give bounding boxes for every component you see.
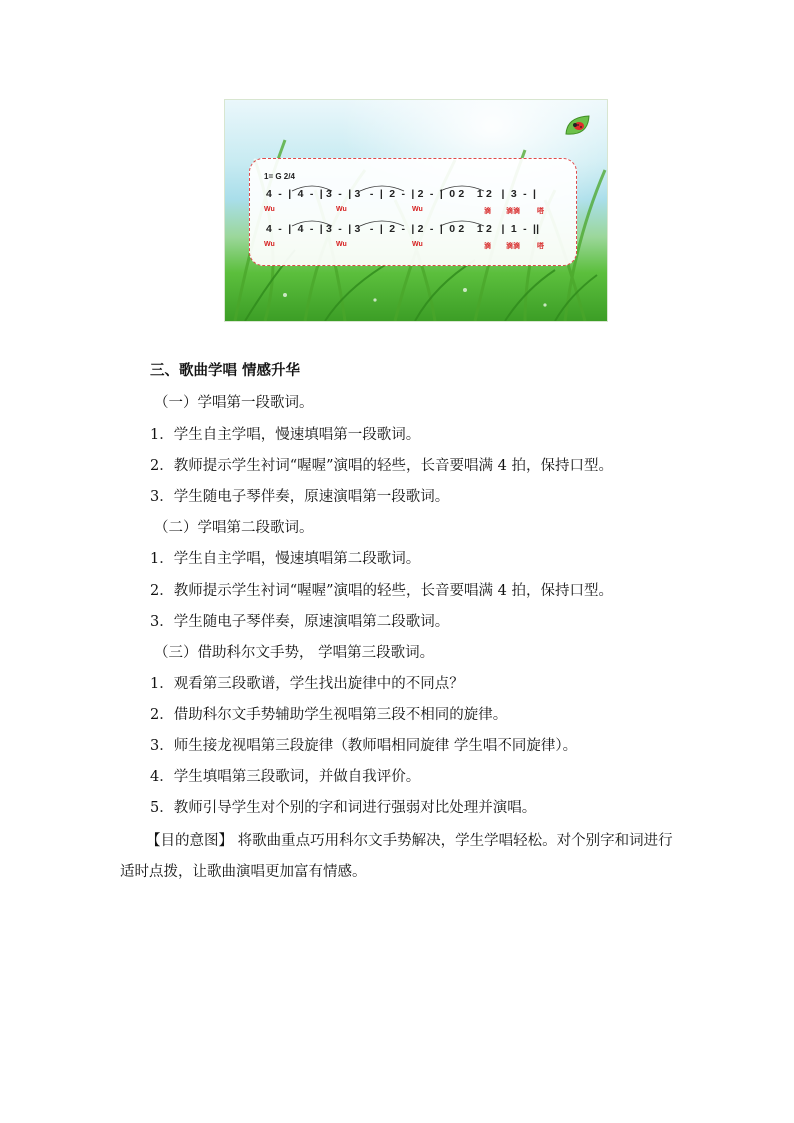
list-item: 4．学生填唱第三段歌词，并做自我评价。 xyxy=(150,769,421,785)
lyric: Wu xyxy=(412,206,423,213)
list-item: 1．学生自主学唱，慢速填唱第一段歌词。 xyxy=(150,427,421,443)
list-item: 3．学生随电子琴伴奏，原速演唱第二段歌词。 xyxy=(150,614,450,630)
numbered-notation-card xyxy=(249,158,577,266)
key-signature: 1= G 2/4 xyxy=(264,172,295,181)
lyric: 滴滴 xyxy=(506,208,520,215)
list-item: 2．教师提示学生衬词“喔喔”演唱的轻些，长音要唱满 4 拍，保持口型。 xyxy=(150,458,613,474)
lyric: Wu xyxy=(264,206,275,213)
section-heading: 三、歌曲学唱 情感升华 xyxy=(150,363,301,379)
list-item: 1．观看第三段歌谱，学生找出旋律中的不同点？ xyxy=(150,676,464,692)
notation-row-2: 4 - | 4 - | 3 - | 3 - | 2 - | 2 - | 0 2 1 2 | 1 - || xyxy=(266,223,540,235)
purpose-tag: 【目的意图】 xyxy=(146,833,233,849)
purpose-paragraph xyxy=(120,826,680,888)
purpose-text: 将歌曲重点巧用科尔文手势解决，学生学唱轻松。对个别字和词进行适时点拨，让歌曲演唱更加富有情感。 xyxy=(120,833,673,880)
list-item: 1．学生自主学唱，慢速填唱第二段歌词。 xyxy=(150,551,421,567)
lyric: 嗒 xyxy=(537,243,544,250)
lyric: Wu xyxy=(336,206,347,213)
subheading-3: （三）借助科尔文手势， 学唱第三段歌词。 xyxy=(154,645,435,661)
subheading-2: （二）学唱第二段歌词。 xyxy=(154,520,314,536)
lyric: Wu xyxy=(264,241,275,248)
list-item: 5．教师引导学生对个别的字和词进行强弱对比处理并演唱。 xyxy=(150,800,537,816)
music-score-figure xyxy=(224,99,608,322)
lyric: Wu xyxy=(412,241,423,248)
lyric: 滴 xyxy=(484,243,491,250)
list-item: 3．学生随电子琴伴奏，原速演唱第一段歌词。 xyxy=(150,489,450,505)
lyric: Wu xyxy=(336,241,347,248)
list-item: 2．教师提示学生衬词“喔喔”演唱的轻些，长音要唱满 4 拍，保持口型。 xyxy=(150,583,613,599)
notation-row-1: 4 - | 4 - | 3 - | 3 - | 2 - | 2 - | 0 2 1 2 | 3 - | xyxy=(266,188,537,200)
ladybug-leaf-icon xyxy=(563,112,593,142)
lyric: 滴 xyxy=(484,208,491,215)
subheading-1: （一）学唱第一段歌词。 xyxy=(154,395,314,411)
list-item: 3．师生接龙视唱第三段旋律（教师唱相同旋律 学生唱不同旋律）。 xyxy=(150,738,578,754)
lyric: 嗒 xyxy=(537,208,544,215)
lyric: 滴滴 xyxy=(506,243,520,250)
list-item: 2．借助科尔文手势辅助学生视唱第三段不相同的旋律。 xyxy=(150,707,508,723)
